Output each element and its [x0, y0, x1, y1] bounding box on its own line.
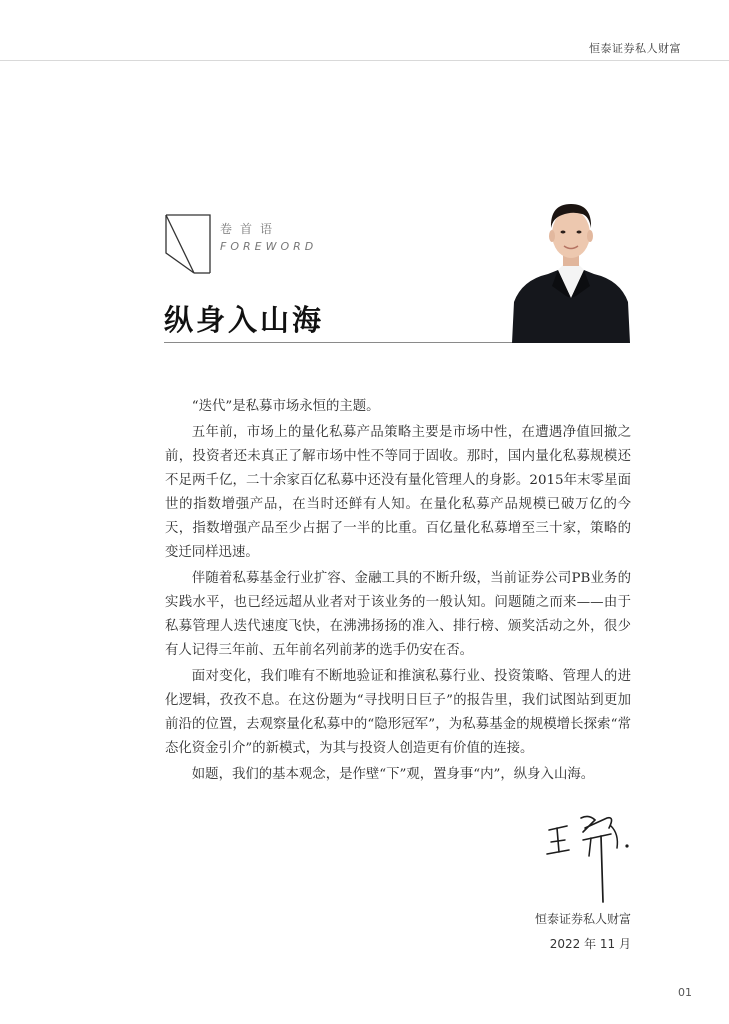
paragraph: 如题，我们的基本观念，是作壁“下”观，置身事“内”，纵身入山海。	[191, 767, 595, 782]
header-brand: 恒泰证券私人财富	[589, 42, 681, 55]
paragraph: 伴随着私募基金行业扩容、金融工具的不断升级，当前证券公司PB业务的实践水平，也已经远超从业者对于该业务的一般认知。问题随之而来——由于私募管理人迭代速度飞快，在沸沸扬扬的准入、排行榜、颁奖活动之外，很少有人记得三年前、五年前名列前茅的选手仍安在否。	[165, 571, 631, 658]
paragraph: “迭代”是私募市场永恒的主题。	[191, 399, 380, 414]
foreword-body	[165, 395, 631, 789]
handwritten-signature	[545, 808, 635, 904]
foreword-label-en: FOREWORD	[220, 240, 318, 253]
paragraph: 五年前，市场上的量化私募产品策略主要是市场中性，在遭遇净值回撤之前，投资者还未真正了解市场中性不等同于固收。那时，国内量化私募规模还不足两千亿，二十余家百亿私募中还没有量化管理人的身影。2015年末零星面世的指数增强产品，在当时还鲜有人知。在量化私募产品规模已破万亿的今天，指数增强产品至少占据了一半的比重。百亿量化私募增至三十家，策略的变迁同样迅速。	[165, 425, 631, 560]
signoff-organization: 恒泰证券私人财富	[534, 912, 631, 926]
foreword-logo-icon	[164, 213, 212, 275]
paragraph: 面对变化，我们唯有不断地验证和推演私募行业、投资策略、管理人的进化逻辑，孜孜不息。在这份题为“寻找明日巨子”的报告里，我们试图站到更加前沿的位置，去观察量化私募中的“隐形冠军”，为私募基金的规模增长探索“常态化资金引介”的新模式，为其与投资人创造更有价值的连接。	[165, 669, 631, 756]
page-title: 纵身入山海	[164, 303, 325, 337]
signoff-date: 2022 年 11 月	[549, 937, 631, 951]
page-number: 01	[678, 986, 692, 999]
author-portrait	[512, 194, 630, 343]
header-divider	[0, 60, 729, 61]
foreword-label-cn: 卷首语	[220, 222, 281, 236]
